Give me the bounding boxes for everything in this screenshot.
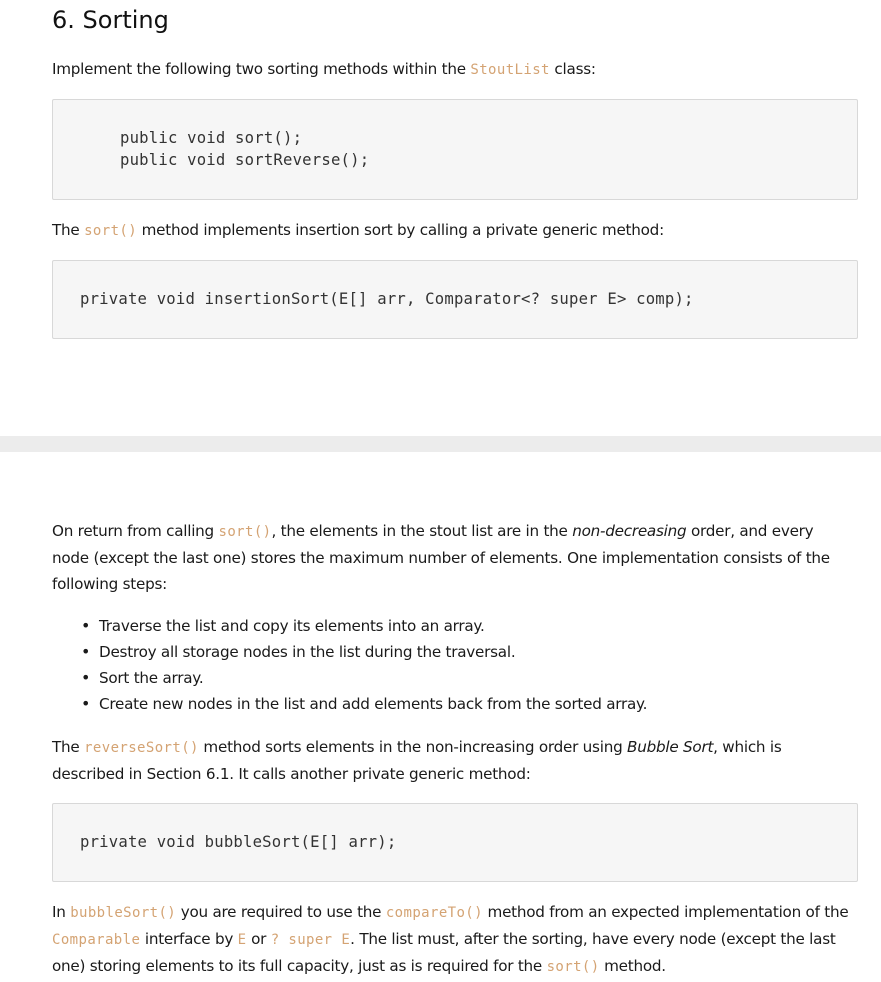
- code-line: private void bubbleSort(E[] arr);: [80, 833, 397, 851]
- sort-code: sort(): [84, 223, 138, 239]
- bubble-sort-code: bubbleSort(): [70, 905, 177, 921]
- steps-list: [52, 613, 647, 717]
- reverse-sort-code: reverseSort(): [84, 740, 199, 756]
- sort-code: sort(): [546, 959, 600, 975]
- final-paragraph: In bubbleSort() you are required to use the compareTo() method from an expected implementation of the Comparable interface by E or ? super E. The list must, after the sorting, have every node (except the last one) storing elements to its full capacity, just as is required for the sort() method.: [52, 903, 849, 975]
- sort-description: The sort() method implements insertion sort by calling a private generic method:: [52, 221, 664, 239]
- reverse-sort-paragraph: The reverseSort() method sorts elements in the non-increasing order using Bubble Sort, which is described in Section 6.1. It calls another private generic method:: [52, 738, 782, 783]
- list-item: • Create new nodes in the list and add elements back from the sorted array.: [52, 691, 647, 717]
- code-line: public void sortReverse();: [120, 151, 370, 169]
- code-block-methods: [52, 99, 858, 200]
- intro-paragraph: Implement the following two sorting methods within the StoutList class:: [52, 60, 596, 78]
- comparable-code: Comparable: [52, 932, 141, 948]
- list-item: • Traverse the list and copy its elements into an array.: [52, 613, 647, 639]
- class-name-code: StoutList: [470, 62, 550, 78]
- super-e-code: ? super E: [270, 932, 351, 948]
- code-block-bubble-sort: [52, 803, 858, 882]
- sort-code: sort(): [218, 524, 272, 540]
- type-e-code: E: [237, 932, 247, 948]
- code-line: private void insertionSort(E[] arr, Comparator<? super E> comp);: [80, 290, 694, 308]
- code-block-insertion-sort: [52, 260, 858, 339]
- code-line: public void sort();: [120, 129, 303, 147]
- list-item: • Sort the array.: [52, 665, 647, 691]
- compare-to-code: compareTo(): [385, 905, 483, 921]
- section-title: 6. Sorting: [52, 6, 169, 34]
- section-divider: [0, 436, 881, 452]
- list-item: • Destroy all storage nodes in the list during the traversal.: [52, 639, 647, 665]
- return-paragraph: On return from calling sort(), the elements in the stout list are in the non-decreasing order, and every node (except the last one) stores the maximum number of elements. One implementation consists of the following steps:: [52, 522, 830, 593]
